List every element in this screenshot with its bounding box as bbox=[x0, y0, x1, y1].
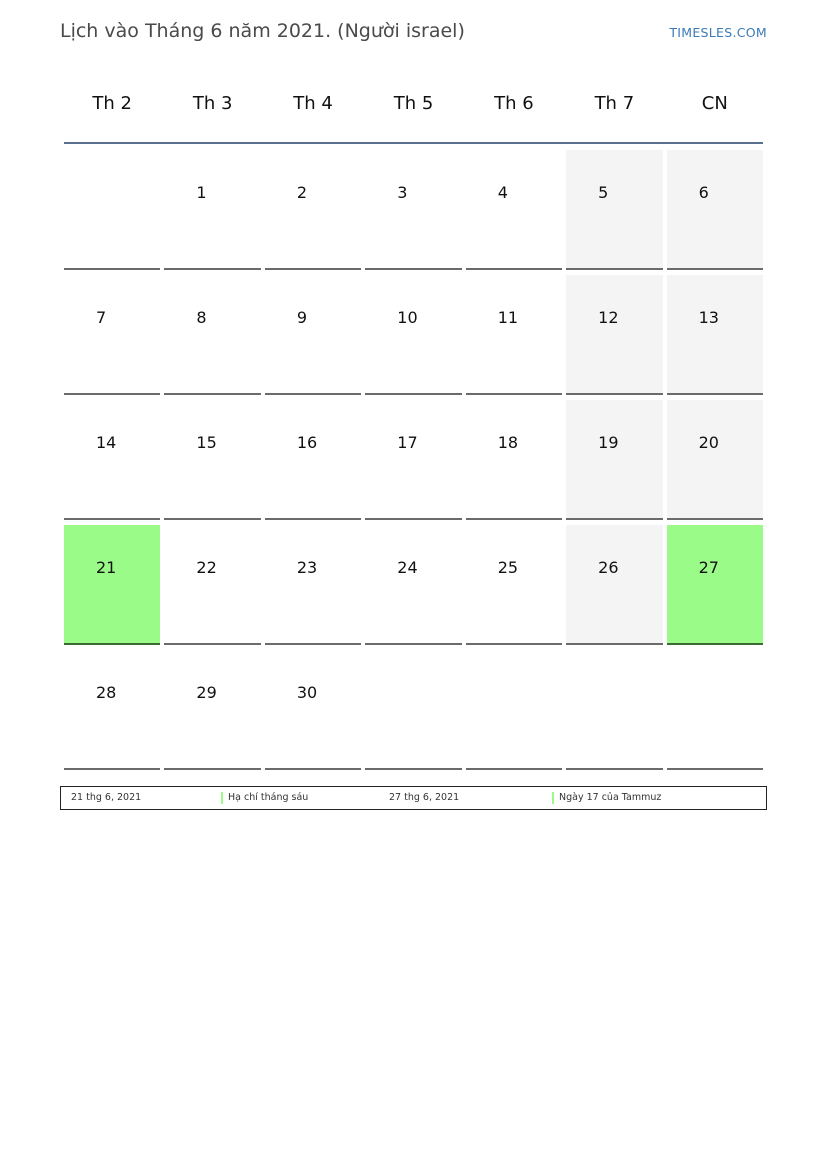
day-number: 7 bbox=[96, 308, 107, 327]
day-number: 23 bbox=[296, 558, 318, 577]
legend-date: 27 thg 6, 2021 bbox=[389, 792, 460, 803]
day-cell-22[interactable] bbox=[164, 525, 260, 645]
day-cell-13[interactable] bbox=[667, 275, 763, 395]
day-number: 21 bbox=[96, 558, 117, 577]
day-cell-8[interactable] bbox=[164, 275, 260, 395]
day-number: 25 bbox=[497, 558, 519, 577]
day-number: 9 bbox=[296, 308, 308, 327]
day-cell-10[interactable] bbox=[365, 275, 461, 395]
legend-color-marker bbox=[221, 792, 223, 804]
brand-link[interactable]: TIMESLES.COM bbox=[669, 25, 767, 40]
empty-day-cell bbox=[466, 650, 562, 770]
day-cell-12[interactable] bbox=[566, 275, 662, 395]
day-number: 19 bbox=[598, 433, 619, 452]
weekday-sunday: CN bbox=[701, 93, 728, 114]
day-number: 11 bbox=[497, 308, 519, 327]
day-number: 3 bbox=[397, 183, 408, 202]
day-number: 29 bbox=[196, 683, 217, 702]
day-cell-23[interactable] bbox=[265, 525, 361, 645]
day-cell-14[interactable] bbox=[64, 400, 160, 520]
day-cell-15[interactable] bbox=[164, 400, 260, 520]
day-cell-24[interactable] bbox=[365, 525, 461, 645]
day-number: 20 bbox=[698, 433, 719, 452]
weekday-monday: Th 2 bbox=[92, 93, 132, 114]
day-number: 13 bbox=[698, 308, 719, 327]
calendar-grid bbox=[62, 150, 765, 775]
weekday-wednesday: Th 4 bbox=[293, 93, 333, 114]
day-number: 10 bbox=[397, 308, 418, 327]
day-number: 15 bbox=[196, 433, 217, 452]
weekday-friday: Th 6 bbox=[494, 93, 534, 114]
day-number: 26 bbox=[598, 558, 619, 577]
day-cell-9[interactable] bbox=[265, 275, 361, 395]
day-cell-30[interactable] bbox=[265, 650, 361, 770]
day-number: 30 bbox=[296, 683, 318, 702]
day-cell-18[interactable] bbox=[466, 400, 562, 520]
holiday-legend bbox=[60, 786, 767, 810]
empty-day-cell bbox=[667, 650, 763, 770]
weekday-saturday: Th 7 bbox=[594, 93, 635, 114]
day-cell-27[interactable] bbox=[667, 525, 763, 645]
day-cell-29[interactable] bbox=[164, 650, 260, 770]
day-number: 5 bbox=[598, 183, 609, 202]
legend-holiday-label: Hạ chí tháng sáu bbox=[228, 792, 309, 803]
day-number: 18 bbox=[497, 433, 519, 452]
weekday-tuesday: Th 3 bbox=[192, 93, 233, 114]
day-number: 1 bbox=[196, 183, 207, 202]
day-cell-7[interactable] bbox=[64, 275, 160, 395]
header-divider bbox=[64, 142, 763, 144]
legend-color-marker bbox=[552, 792, 554, 804]
day-cell-20[interactable] bbox=[667, 400, 763, 520]
day-cell-25[interactable] bbox=[466, 525, 562, 645]
day-cell-17[interactable] bbox=[365, 400, 461, 520]
day-number: 24 bbox=[397, 558, 418, 577]
day-cell-19[interactable] bbox=[566, 400, 662, 520]
day-cell-6[interactable] bbox=[667, 150, 763, 270]
day-cell-3[interactable] bbox=[365, 150, 461, 270]
day-cell-28[interactable] bbox=[64, 650, 160, 770]
day-cell-16[interactable] bbox=[265, 400, 361, 520]
weekday-header-row bbox=[62, 80, 765, 128]
day-number: 17 bbox=[397, 433, 418, 452]
weekday-thursday: Th 5 bbox=[393, 93, 434, 114]
legend-date: 21 thg 6, 2021 bbox=[71, 792, 142, 803]
day-cell-2[interactable] bbox=[265, 150, 361, 270]
day-cell-5[interactable] bbox=[566, 150, 662, 270]
page-title: Lịch vào Tháng 6 năm 2021. (Người israel) bbox=[60, 20, 465, 42]
legend-holiday-label: Ngày 17 của Tammuz bbox=[559, 792, 662, 803]
legend-holiday-name bbox=[552, 787, 661, 809]
day-number: 28 bbox=[96, 683, 117, 702]
day-cell-26[interactable] bbox=[566, 525, 662, 645]
day-number: 16 bbox=[296, 433, 318, 452]
day-number: 12 bbox=[598, 308, 619, 327]
day-cell-21[interactable] bbox=[64, 525, 160, 645]
day-number: 4 bbox=[497, 183, 508, 202]
day-cell-11[interactable] bbox=[466, 275, 562, 395]
empty-day-cell bbox=[365, 650, 461, 770]
day-cell-4[interactable] bbox=[466, 150, 562, 270]
empty-day-cell bbox=[566, 650, 662, 770]
day-number: 8 bbox=[196, 308, 207, 327]
day-number: 22 bbox=[196, 558, 217, 577]
day-number: 14 bbox=[96, 433, 117, 452]
empty-day-cell bbox=[64, 150, 160, 270]
day-number: 27 bbox=[698, 558, 719, 577]
legend-holiday-name bbox=[221, 787, 308, 809]
day-cell-1[interactable] bbox=[164, 150, 260, 270]
day-number: 6 bbox=[698, 183, 709, 202]
day-number: 2 bbox=[296, 183, 308, 202]
